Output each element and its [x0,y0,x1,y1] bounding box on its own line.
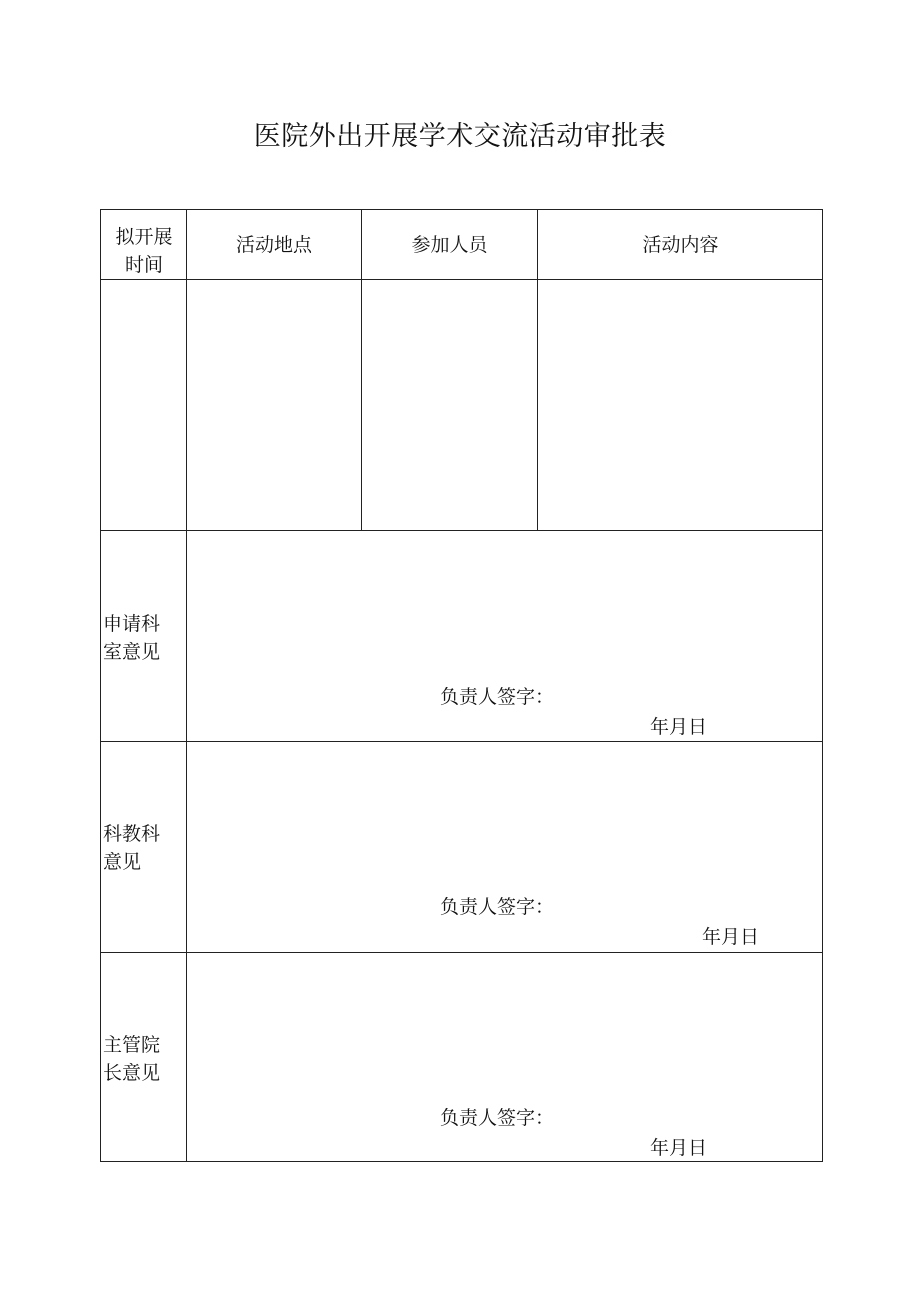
activity-location-cell[interactable] [187,280,361,530]
header-participants: 参加人员 [411,234,488,256]
dept-opinion-label: 申请科 室意见 [103,613,161,663]
edu-signature-label: 负责人签字： [440,896,555,918]
edu-date-label: 年月日 [702,926,760,948]
director-opinion-label: 主管院 长意见 [103,1034,161,1084]
header-activity-content: 活动内容 [642,234,719,256]
dept-signature-label: 负责人签字： [440,686,555,708]
director-signature-label: 负责人签字： [440,1107,555,1129]
director-date-label: 年月日 [650,1137,708,1159]
document-title: 医院外出开展学术交流活动审批表 [253,121,667,152]
header-activity-location: 活动地点 [235,234,312,256]
activity-content-cell[interactable] [538,280,823,530]
edu-opinion-label: 科教科 意见 [103,823,161,873]
dept-date-label: 年月日 [650,716,708,738]
approval-form-table [100,209,823,1162]
header-planned-time: 拟开展 时间 [115,226,173,276]
participants-cell[interactable] [362,280,537,530]
planned-time-cell[interactable] [102,280,186,530]
